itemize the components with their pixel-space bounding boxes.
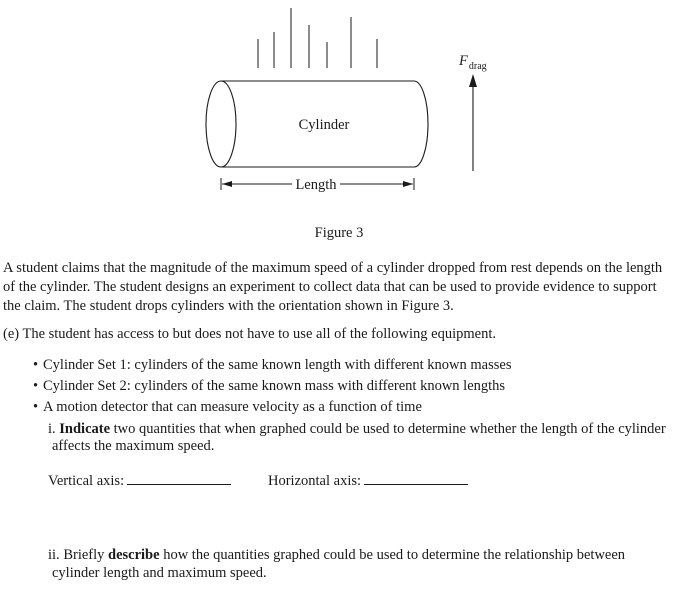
question-text: how the quantities graphed could be used to determine the relationship between xyxy=(163,547,626,563)
question-ii-line-2: cylinder length and maximum speed. xyxy=(52,565,267,581)
question-part-ii xyxy=(48,546,676,582)
question-verb: describe xyxy=(108,547,160,563)
airflow-lines xyxy=(258,8,377,68)
drag-force-label xyxy=(458,53,487,72)
question-lead: Briefly xyxy=(63,547,105,563)
force-subscript: drag xyxy=(468,61,487,72)
intro-paragraph: A student claims that the magnitude of the maximum speed of a cylinder dropped from rest depends on the length of the cylinder. The student designs an experiment to collect data that can be used to provide evidence to support the claim. The student drops cylinders with the orientation shown in Figure 3. xyxy=(3,260,663,314)
figure-caption: Figure 3 xyxy=(314,225,364,241)
cylinder-label: Cylinder xyxy=(298,117,350,133)
arrowhead-left-icon xyxy=(222,181,232,187)
vertical-axis-blank[interactable] xyxy=(127,483,231,485)
figure-3-diagram xyxy=(0,0,678,200)
vertical-axis-field[interactable] xyxy=(48,473,231,490)
question-text: two quantities that when graphed could be used to determine whether the length of the cylinder xyxy=(113,421,666,437)
question-i-line-1 xyxy=(48,421,676,438)
arrowhead-right-icon xyxy=(403,181,413,187)
question-part-i xyxy=(48,421,676,455)
question-ii-line-1 xyxy=(48,546,676,564)
length-label: Length xyxy=(295,177,337,193)
list-item: • Cylinder Set 1: cylinders of the same known length with different known masses xyxy=(33,355,511,376)
horizontal-axis-field[interactable] xyxy=(268,473,468,490)
part-e-prompt: (e) The student has access to but does not have to use all of the following equipment. xyxy=(3,326,497,342)
cylinder-left-end xyxy=(206,81,236,167)
equipment-list xyxy=(33,355,511,418)
horizontal-axis-label: Horizontal axis: xyxy=(268,473,362,489)
list-item: • Cylinder Set 2: cylinders of the same known mass with different known lengths xyxy=(33,376,511,397)
vertical-axis-label: Vertical axis: xyxy=(48,473,125,489)
list-item: • A motion detector that can measure velocity as a function of time xyxy=(33,397,511,418)
question-number: i. xyxy=(48,421,56,437)
drag-force-arrow xyxy=(469,74,477,171)
question-i-line-2: affects the maximum speed. xyxy=(52,438,215,454)
arrow-up-icon xyxy=(469,74,477,87)
question-verb: Indicate xyxy=(59,421,111,437)
force-symbol: F xyxy=(459,53,468,69)
horizontal-axis-blank[interactable] xyxy=(364,483,468,485)
question-number: ii. xyxy=(48,547,60,563)
